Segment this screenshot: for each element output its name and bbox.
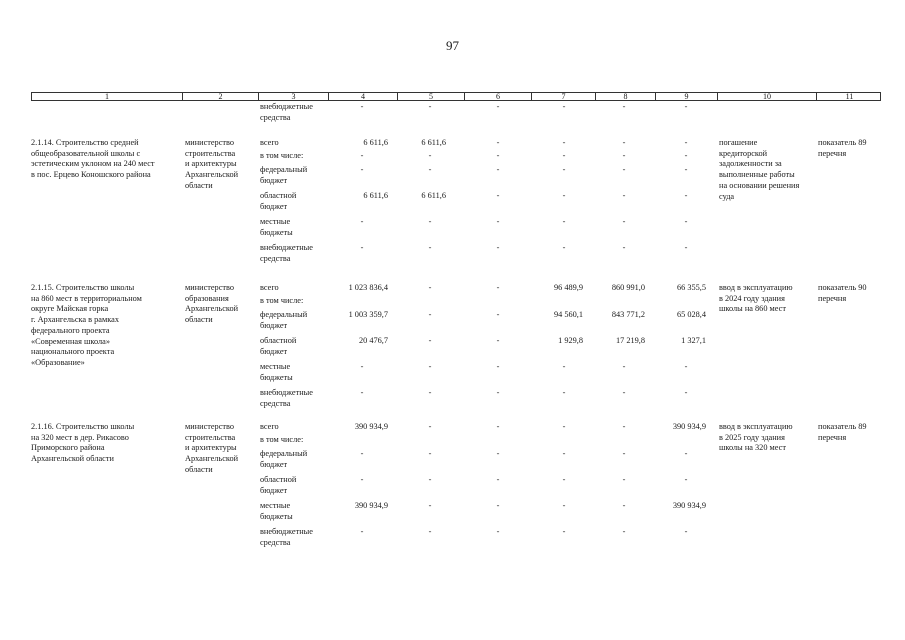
dash-cell: -: [622, 449, 626, 458]
dash-cell: -: [622, 422, 626, 431]
dash-cell: -: [428, 449, 432, 458]
header-cell: 6: [465, 93, 532, 101]
dash-cell: -: [622, 362, 626, 371]
dash-cell: -: [562, 243, 566, 252]
dash-cell: -: [428, 283, 432, 292]
header-cell: 11: [845, 92, 854, 101]
dash-cell: -: [360, 243, 364, 252]
value-cell: 17 219,8: [615, 336, 645, 345]
dash-cell: -: [496, 138, 500, 147]
dash-cell: -: [428, 388, 432, 397]
dash-cell: -: [684, 191, 688, 200]
dash-cell: -: [684, 449, 688, 458]
source-label: внебюджетные средства: [260, 527, 313, 547]
value-cell: 390 934,9: [672, 422, 706, 431]
dash-cell: -: [684, 165, 688, 174]
source-label: областной бюджет: [260, 336, 297, 356]
dash-cell: -: [428, 310, 432, 319]
value-cell: 96 489,9: [553, 283, 583, 292]
value-cell: 6 611,6: [363, 191, 388, 200]
dash-cell: -: [684, 475, 688, 484]
dash-cell: -: [562, 102, 566, 111]
value-cell: 66 355,5: [676, 283, 706, 292]
dash-cell: -: [622, 527, 626, 536]
dash-cell: -: [684, 217, 688, 226]
value-cell: 390 934,9: [354, 501, 388, 510]
indicator-ref: показатель 89 перечня: [818, 422, 867, 442]
dash-cell: -: [622, 138, 626, 147]
dash-cell: -: [496, 243, 500, 252]
dash-cell: -: [360, 165, 364, 174]
dash-cell: -: [360, 362, 364, 371]
dash-cell: -: [684, 151, 688, 160]
value-cell: 6 611,6: [363, 138, 388, 147]
dash-cell: -: [562, 151, 566, 160]
result-text: ввод в эксплуатацию в 2025 году здания школы на 320 мест: [719, 422, 793, 453]
dash-cell: -: [684, 138, 688, 147]
dash-cell: -: [360, 449, 364, 458]
ministry-name: министерство образования Архангельской области: [185, 283, 239, 325]
dash-cell: -: [496, 165, 500, 174]
table-header: [31, 92, 881, 101]
dash-cell: -: [684, 527, 688, 536]
value-cell: 1 327,1: [681, 336, 706, 345]
source-label: федеральный бюджет: [260, 310, 308, 330]
header-cell: 1: [32, 93, 183, 101]
value-cell: 390 934,9: [672, 501, 706, 510]
value-cell: 1 929,8: [558, 336, 583, 345]
dash-cell: -: [428, 362, 432, 371]
value-cell: 65 028,4: [676, 310, 706, 319]
dash-cell: -: [562, 449, 566, 458]
result-text: ввод в эксплуатацию в 2024 году здания школы на 860 мест: [719, 283, 793, 314]
dash-cell: -: [496, 449, 500, 458]
dash-cell: -: [562, 191, 566, 200]
dash-cell: -: [496, 388, 500, 397]
source-label: в том числе:: [260, 151, 304, 160]
dash-cell: -: [496, 527, 500, 536]
dash-cell: -: [360, 388, 364, 397]
dash-cell: -: [622, 388, 626, 397]
header-cell: 7: [532, 93, 596, 101]
value-cell: 1 023 836,4: [348, 283, 388, 292]
dash-cell: -: [428, 151, 432, 160]
dash-cell: -: [684, 243, 688, 252]
source-label: местные бюджеты: [260, 217, 293, 237]
dash-cell: -: [496, 102, 500, 111]
value-cell: 860 991,0: [611, 283, 645, 292]
source-label: областной бюджет: [260, 475, 297, 495]
dash-cell: -: [622, 102, 626, 111]
dash-cell: -: [622, 191, 626, 200]
page-number: 97: [446, 38, 459, 53]
source-label: всего: [260, 422, 279, 431]
dash-cell: -: [428, 217, 432, 226]
dash-cell: -: [562, 422, 566, 431]
dash-cell: -: [496, 336, 500, 345]
header-cell: 3: [259, 93, 329, 101]
measure-title: 2.1.15. Строительство школы на 860 мест в территориальном округе Майская горка г. Архангельска в рамках федерального проекта «Современная школа» национального проекта «Образование»: [31, 283, 142, 367]
dash-cell: -: [428, 336, 432, 345]
ministry-name: министерство строительства и архитектуры Архангельской области: [185, 138, 239, 190]
dash-cell: -: [360, 151, 364, 160]
source-label: внебюджетные средства: [260, 102, 313, 122]
dash-cell: -: [684, 362, 688, 371]
source-label: всего: [260, 283, 279, 292]
source-label: в том числе:: [260, 296, 304, 305]
dash-cell: -: [562, 388, 566, 397]
source-label: федеральный бюджет: [260, 449, 308, 469]
source-label: всего: [260, 138, 279, 147]
header-cell: 5: [398, 93, 465, 101]
source-label: областной бюджет: [260, 191, 297, 211]
dash-cell: -: [562, 217, 566, 226]
ministry-name: министерство строительства и архитектуры Архангельской области: [185, 422, 239, 474]
header-cell: 8: [596, 93, 656, 101]
source-label: в том числе:: [260, 435, 304, 444]
dash-cell: -: [496, 191, 500, 200]
dash-cell: -: [562, 165, 566, 174]
dash-cell: -: [360, 217, 364, 226]
dash-cell: -: [684, 102, 688, 111]
dash-cell: -: [622, 475, 626, 484]
header-cell: 2: [183, 93, 259, 101]
source-label: местные бюджеты: [260, 362, 293, 382]
value-cell: 20 476,7: [358, 336, 388, 345]
value-cell: 843 771,2: [611, 310, 645, 319]
value-cell: 390 934,9: [354, 422, 388, 431]
dash-cell: -: [562, 501, 566, 510]
dash-cell: -: [684, 388, 688, 397]
dash-cell: -: [496, 362, 500, 371]
indicator-ref: показатель 90 перечня: [818, 283, 867, 303]
value-cell: 94 560,1: [553, 310, 583, 319]
dash-cell: -: [562, 362, 566, 371]
header-cell: 4: [329, 93, 398, 101]
dash-cell: -: [622, 501, 626, 510]
dash-cell: -: [496, 475, 500, 484]
indicator-ref: показатель 89 перечня: [818, 138, 867, 158]
dash-cell: -: [428, 243, 432, 252]
dash-cell: -: [428, 501, 432, 510]
dash-cell: -: [562, 475, 566, 484]
dash-cell: -: [622, 243, 626, 252]
dash-cell: -: [360, 475, 364, 484]
dash-cell: -: [428, 475, 432, 484]
source-label: местные бюджеты: [260, 501, 293, 521]
dash-cell: -: [496, 310, 500, 319]
dash-cell: -: [496, 283, 500, 292]
dash-cell: -: [496, 217, 500, 226]
source-label: федеральный бюджет: [260, 165, 308, 185]
measure-title: 2.1.16. Строительство школы на 320 мест в дер. Рикасово Приморского района Архангельской области: [31, 422, 135, 464]
header-cell: 9: [656, 93, 718, 101]
dash-cell: -: [622, 217, 626, 226]
source-label: внебюджетные средства: [260, 388, 313, 408]
measure-title: 2.1.14. Строительство средней общеобразовательной школы с эстетическим уклоном на 240 мест в пос. Ерцево Коношского района: [31, 138, 155, 180]
dash-cell: -: [562, 527, 566, 536]
dash-cell: -: [360, 527, 364, 536]
dash-cell: -: [360, 102, 364, 111]
dash-cell: -: [428, 165, 432, 174]
dash-cell: -: [496, 151, 500, 160]
dash-cell: -: [622, 151, 626, 160]
dash-cell: -: [428, 527, 432, 536]
dash-cell: -: [428, 422, 432, 431]
value-cell: 6 611,6: [421, 191, 446, 200]
dash-cell: -: [622, 165, 626, 174]
dash-cell: -: [562, 138, 566, 147]
result-text: погашение кредиторской задолженности за выполненные работы на основании решения суда: [719, 138, 800, 201]
header-cell: 10: [718, 93, 817, 101]
dash-cell: -: [496, 422, 500, 431]
dash-cell: -: [496, 501, 500, 510]
source-label: внебюджетные средства: [260, 243, 313, 263]
value-cell: 6 611,6: [421, 138, 446, 147]
value-cell: 1 003 359,7: [348, 310, 388, 319]
dash-cell: -: [428, 102, 432, 111]
